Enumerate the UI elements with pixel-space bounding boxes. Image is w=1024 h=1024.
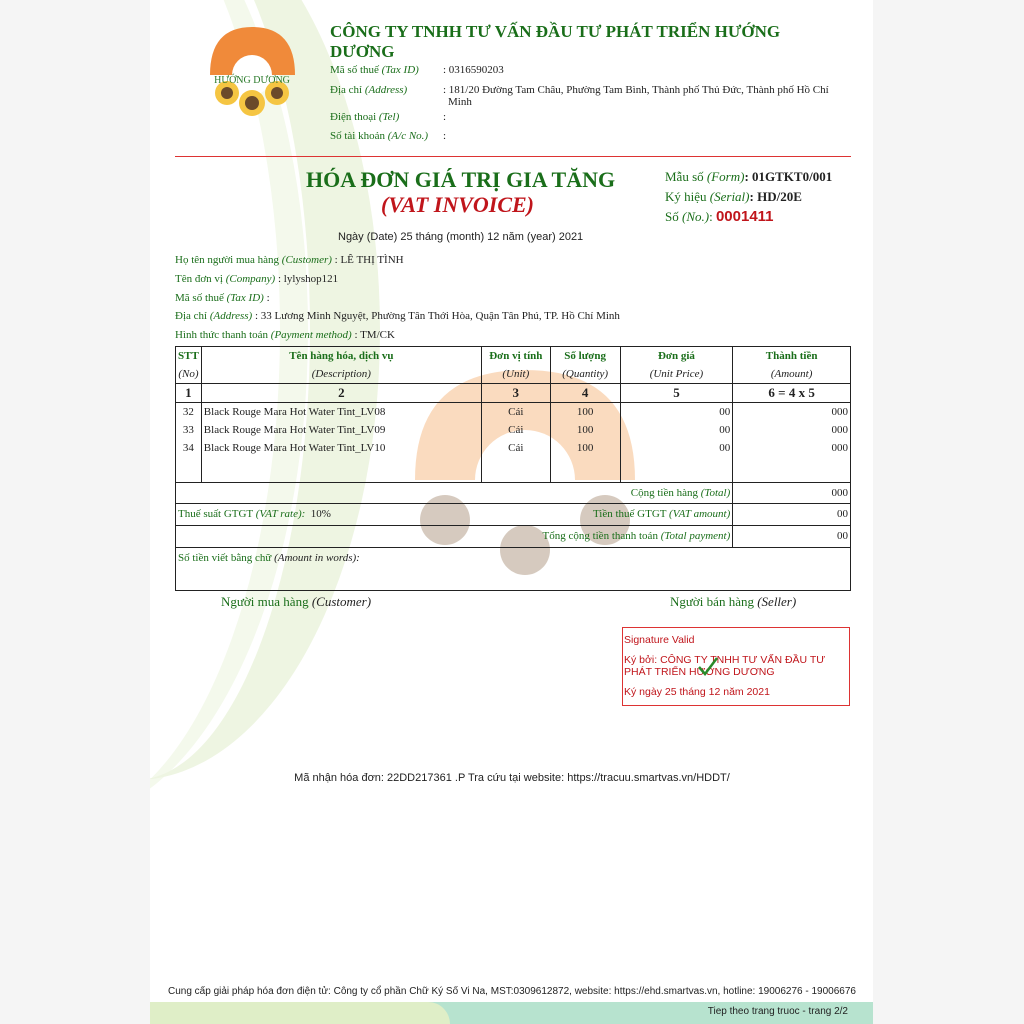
table-row: [176, 403, 851, 422]
subheader-cell: (Amount): [733, 365, 851, 384]
lookup-info: Mã nhận hóa đơn: 22DD217361 .P Tra cứu tại website: https://tracuu.smartvas.vn/HDDT/: [294, 772, 730, 784]
number-cell: 5: [620, 384, 733, 403]
signed-date: Ký ngày 25 tháng 12 năm 2021: [624, 686, 770, 698]
customer-value: : LÊ THỊ TÌNH: [334, 254, 404, 266]
number-cell: 4: [550, 384, 620, 403]
subheader-cell: (Unit): [481, 365, 550, 384]
seller-tax-label: Mã số thuế: [330, 64, 379, 76]
payment-label: Hình thức thanh toán: [175, 329, 269, 341]
total-payment-label: Tổng cộng tiền thanh toán: [542, 530, 658, 542]
seller-account-label: Số tài khoản: [330, 130, 385, 142]
header-cell: Số lượng: [550, 347, 620, 366]
buyer-signature-label-en: (Customer): [311, 594, 372, 609]
payment-label-en: (Payment method): [270, 329, 352, 341]
row-quantity: 100: [550, 403, 620, 422]
words-label: Số tiền viết bằng chữ: [178, 551, 272, 564]
total-payment-label-en: (Total payment): [660, 530, 731, 542]
header-cell: Đơn giá: [620, 347, 733, 366]
invoice-number: 0001411: [715, 208, 774, 225]
header-cell: Đơn vị tính: [481, 347, 550, 366]
row-amount: 000: [733, 403, 851, 422]
customer-label: Họ tên người mua hàng: [175, 254, 280, 266]
items-table: [175, 346, 851, 591]
digital-signature-box[interactable]: [622, 627, 850, 706]
seller-tel-label-en: (Tel): [378, 111, 400, 123]
buyer-tax-label: Mã số thuế: [175, 292, 224, 304]
row-no: 34: [176, 439, 202, 457]
subheader-cell: (Description): [201, 365, 481, 384]
row-description: Black Rouge Mara Hot Water Tint_LV10: [201, 439, 481, 457]
words-label-en: (Amount in words):: [274, 551, 360, 564]
serial-label-en: (Serial): [709, 189, 750, 204]
company-logo: [205, 25, 300, 120]
vat-rate-value: 10%: [310, 508, 331, 520]
row-no: 33: [176, 421, 202, 439]
total-row: [176, 482, 851, 503]
vat-amount-label: Tiền thuế GTGT: [592, 508, 667, 520]
seller-name-line2: DƯƠNG: [330, 42, 395, 61]
seller-signature-label: Người bán hàng: [670, 594, 754, 609]
checkmark-icon: [697, 656, 719, 676]
table-header-row: [176, 347, 851, 366]
form-value: : 01GTKT0/001: [744, 169, 833, 184]
row-description: Black Rouge Mara Hot Water Tint_LV09: [201, 421, 481, 439]
footer-band-accent: [150, 1002, 450, 1024]
row-no: 32: [176, 403, 202, 422]
company-label-en: (Company): [225, 273, 276, 285]
subheader-cell: (Unit Price): [620, 365, 733, 384]
form-label: Mẫu số: [665, 169, 704, 184]
customer-label-en: (Customer): [281, 254, 332, 266]
table-empty-row: [176, 457, 851, 482]
seller-address-label: Địa chỉ: [330, 84, 363, 96]
payment-value: : TM/CK: [354, 329, 395, 341]
seller-tax-label-en: (Tax ID): [381, 64, 419, 76]
number-cell: 6 = 4 x 5: [733, 384, 851, 403]
row-unit-price: 00: [620, 403, 733, 422]
svg-text:HƯỚNG DƯƠNG: HƯỚNG DƯƠNG: [214, 75, 290, 86]
buyer-signature-label: Người mua hàng: [221, 594, 309, 609]
row-unit: Cái: [481, 439, 550, 457]
seller-address-value-line2: Minh: [448, 96, 472, 108]
serial-value: : HD/20E: [749, 189, 802, 204]
invoice-title: HÓA ĐƠN GIÁ TRỊ GIA TĂNG: [306, 167, 616, 192]
row-amount: 000: [733, 421, 851, 439]
company-label: Tên đơn vị: [175, 273, 223, 285]
row-unit-price: 00: [620, 421, 733, 439]
buyer-tax-value: :: [266, 292, 270, 304]
total-payment-value: 00: [733, 525, 851, 547]
signed-by-line2: PHÁT TRIỂN HƯỚNG DƯƠNG: [624, 666, 775, 678]
number-cell: 2: [201, 384, 481, 403]
vat-amount-label-en: (VAT amount): [669, 508, 731, 520]
total-value: 000: [733, 482, 851, 503]
seller-tel-value: :: [443, 111, 447, 123]
signature-valid: Signature Valid: [624, 634, 695, 646]
form-label-en: (Form): [706, 169, 745, 184]
header-cell: Tên hàng hóa, dịch vụ: [201, 347, 481, 366]
vat-rate-label-en: (VAT rate):: [255, 508, 306, 520]
total-label: Cộng tiền hàng: [630, 486, 698, 499]
seller-tax-value: : 0316590203: [443, 64, 504, 76]
number-cell: 1: [176, 384, 202, 403]
header-cell: STT: [176, 347, 202, 366]
header-cell: Thành tiền: [733, 347, 851, 366]
table-subheader-row: [176, 365, 851, 384]
seller-name: CÔNG TY TNHH TƯ VẤN ĐẦU TƯ PHÁT TRIỂN HƯỚNG: [330, 22, 781, 41]
invoice-subtitle: (VAT INVOICE): [381, 192, 535, 217]
amount-in-words-row: [176, 547, 851, 590]
row-quantity: 100: [550, 421, 620, 439]
row-description: Black Rouge Mara Hot Water Tint_LV08: [201, 403, 481, 422]
row-amount: 000: [733, 439, 851, 457]
table-number-row: [176, 384, 851, 403]
header-divider: [175, 156, 851, 157]
buyer-tax-label-en: (Tax ID): [226, 292, 264, 304]
seller-signature-label-en: (Seller): [757, 594, 797, 609]
buyer-address-label: Địa chỉ: [175, 310, 208, 322]
vat-rate-label: Thuế suất GTGT: [178, 508, 253, 520]
company-value: : lylyshop121: [277, 273, 339, 285]
total-payment-row: [176, 525, 851, 547]
total-label-en: (Total): [700, 486, 731, 499]
vat-amount-value: 00: [733, 503, 851, 525]
page-indicator: Tiep theo trang truoc - trang 2/2: [707, 1006, 848, 1017]
seller-address-label-en: (Address): [364, 84, 408, 96]
provider-info: Cung cấp giải pháp hóa đơn điện tử: Công ty cổ phần Chữ Ký Số Vi Na, MST:0309612872, website: https://ehd.smartvas.vn, hotline: 19006276 - 19006676: [168, 986, 856, 997]
buyer-address-value: : 33 Lương Minh Nguyệt, Phường Tân Thới Hòa, Quận Tân Phú, TP. Hồ Chí Minh: [254, 310, 620, 322]
row-unit: Cái: [481, 421, 550, 439]
serial-label: Ký hiệu: [665, 189, 707, 204]
table-row: [176, 439, 851, 457]
number-cell: 3: [481, 384, 550, 403]
invoice-date: Ngày (Date) 25 tháng (month) 12 năm (year) 2021: [338, 231, 584, 243]
vat-row: [176, 503, 851, 525]
row-quantity: 100: [550, 439, 620, 457]
row-unit-price: 00: [620, 439, 733, 457]
no-label: Số: [665, 209, 679, 224]
seller-account-value: :: [443, 130, 447, 142]
seller-tel-label: Điện thoại: [330, 111, 377, 123]
table-row: [176, 421, 851, 439]
seller-account-label-en: (A/c No.): [387, 130, 429, 142]
no-label-en: (No.): [681, 209, 710, 224]
buyer-address-label-en: (Address): [209, 310, 253, 322]
signed-by: Ký bởi: CÔNG TY TNHH TƯ VẤN ĐẦU TƯ: [624, 654, 826, 666]
subheader-cell: (Quantity): [550, 365, 620, 384]
seller-address-value: : 181/20 Đường Tam Châu, Phường Tam Bình, Thành phố Thủ Đức, Thành phố Hồ Chí: [443, 84, 829, 96]
subheader-cell: (No): [176, 365, 202, 384]
row-unit: Cái: [481, 403, 550, 422]
